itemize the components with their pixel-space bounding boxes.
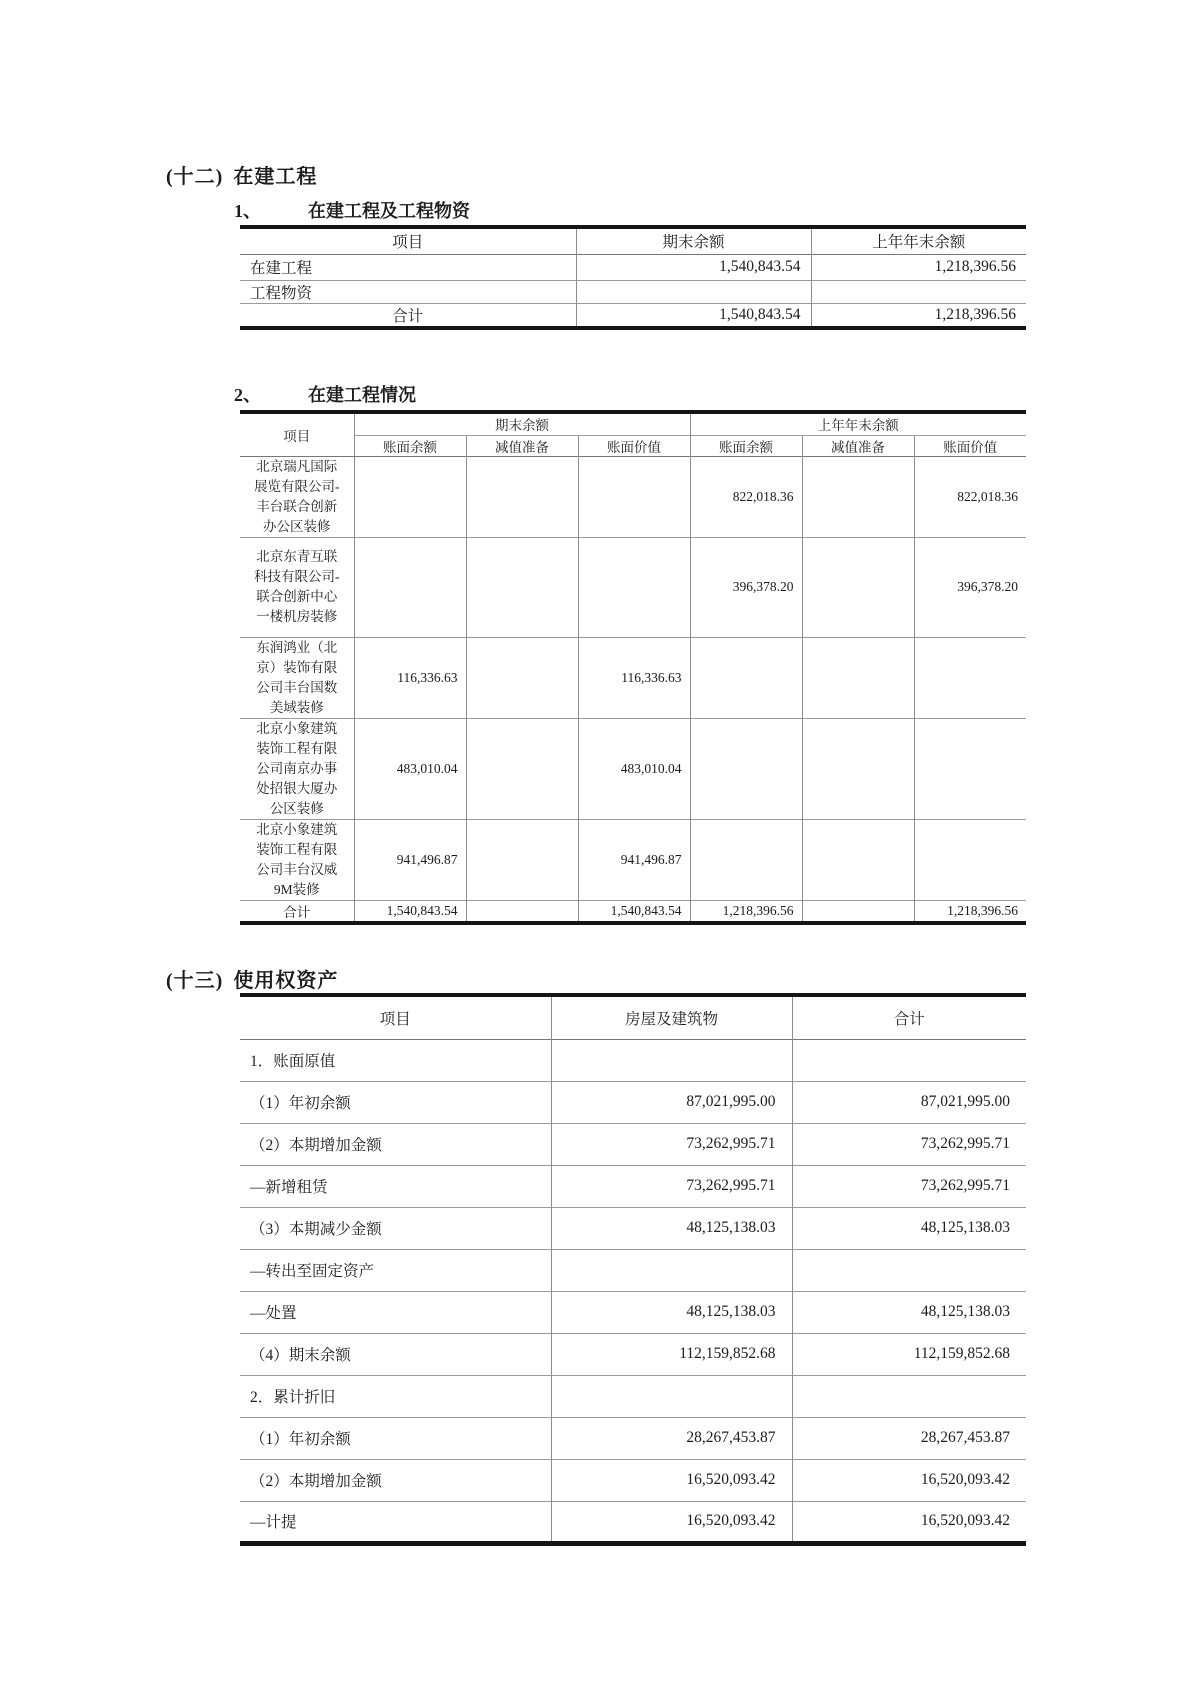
- value-cell: 48,125,138.03: [551, 1207, 792, 1249]
- rou-assets-table: [240, 993, 1026, 1546]
- total-row: [240, 900, 1026, 923]
- sub-header-book-value: 账面价值: [914, 435, 1026, 456]
- value-cell: 941,496.87: [396, 851, 458, 867]
- value-cell: [466, 537, 578, 637]
- item-cell: 东润鸿业（北京）装饰有限公司丰台国数美域装修: [240, 637, 354, 718]
- value-cell: [690, 637, 802, 718]
- col-header-current: 期末余额: [576, 227, 811, 254]
- value-cell: [551, 1249, 792, 1291]
- total-label-cell: 合计: [240, 900, 354, 923]
- value-cell: 1,218,396.56: [914, 900, 1026, 923]
- col-header-item: 项目: [240, 227, 576, 254]
- value-cell: 1,218,396.56: [934, 258, 1016, 275]
- value-cell: [551, 1375, 792, 1417]
- value-cell: 116,336.63: [397, 669, 458, 685]
- value-cell: 16,520,093.42: [920, 1471, 1010, 1488]
- value-cell: [914, 637, 1026, 718]
- value-cell: 1,540,843.54: [578, 900, 690, 923]
- value-cell: [802, 537, 914, 637]
- table-row: [240, 1207, 1026, 1249]
- table-header-row: [240, 227, 1026, 254]
- value-cell: [466, 900, 578, 923]
- subsection-1-heading: [234, 197, 470, 223]
- value-cell: 483,010.04: [578, 718, 690, 819]
- value-cell: [578, 537, 690, 637]
- item-cell: 1．账面原值: [240, 1039, 551, 1081]
- value-cell: 73,262,995.71: [920, 1177, 1010, 1194]
- value-cell: 48,125,138.03: [920, 1219, 1010, 1236]
- value-cell: [354, 456, 466, 537]
- col-header-prior: 上年年末余额: [872, 234, 966, 252]
- table-row: [240, 1501, 1026, 1543]
- table-row: [240, 819, 1026, 900]
- item-cell: 北京小象建筑装饰工程有限公司丰台汉威9M装修: [240, 819, 354, 900]
- value-cell: 1,218,396.56: [690, 900, 802, 923]
- table-header-row: [240, 995, 1026, 1039]
- item-cell: （3）本期减少金额: [240, 1207, 551, 1249]
- value-cell: [802, 456, 914, 537]
- value-cell: 87,021,995.00: [920, 1093, 1010, 1110]
- value-cell: [466, 456, 578, 537]
- value-cell: [802, 900, 914, 923]
- col-header-total: 合计: [893, 1010, 925, 1028]
- item-cell: （1）年初余额: [240, 1417, 551, 1459]
- value-cell: 112,159,852.68: [913, 1345, 1010, 1362]
- value-cell: [914, 718, 1026, 819]
- value-cell: 1,540,843.54: [576, 254, 811, 280]
- value-cell: 48,125,138.03: [551, 1291, 792, 1333]
- item-cell: —转出至固定资产: [240, 1249, 551, 1291]
- value-cell: 396,378.20: [690, 537, 802, 637]
- table-row: [240, 1375, 1026, 1417]
- value-cell: 1,540,843.54: [386, 902, 458, 918]
- value-cell: 28,267,453.87: [920, 1429, 1010, 1446]
- value-cell: 73,262,995.71: [920, 1135, 1010, 1152]
- value-cell: [354, 537, 466, 637]
- table-row: [240, 718, 1026, 819]
- value-cell: [690, 718, 802, 819]
- table-row: [240, 637, 1026, 718]
- value-cell: [466, 637, 578, 718]
- item-cell: —处置: [240, 1291, 551, 1333]
- value-cell: [802, 819, 914, 900]
- section-13-heading: [166, 964, 338, 993]
- cip-detail-table: [240, 410, 1026, 925]
- table-row: [240, 1291, 1026, 1333]
- value-cell: 941,496.87: [578, 819, 690, 900]
- value-cell: [811, 280, 1026, 303]
- item-cell: 工程物资: [240, 280, 576, 303]
- item-cell: —计提: [240, 1501, 551, 1543]
- item-cell: 在建工程: [240, 254, 576, 280]
- item-cell: 北京瑞凡国际展览有限公司-丰台联合创新办公区装修: [240, 456, 354, 537]
- value-cell: [914, 819, 1026, 900]
- value-cell: 1,540,843.54: [576, 303, 811, 328]
- value-cell: 822,018.36: [690, 456, 802, 537]
- section-13-label: (十三): [166, 970, 224, 992]
- col-header-item: 项目: [240, 412, 354, 456]
- subsection-1-number: 1、: [234, 201, 261, 221]
- item-cell: （2）本期增加金额: [240, 1123, 551, 1165]
- table-row: [240, 537, 1026, 637]
- sub-header-impairment: 减值准备: [802, 435, 914, 456]
- cip-summary-table: [240, 225, 1026, 330]
- total-label-cell: 合计: [240, 303, 576, 328]
- sub-header-book-balance: 账面余额: [383, 439, 437, 455]
- value-cell: 396,378.20: [914, 537, 1026, 637]
- value-cell: [802, 718, 914, 819]
- item-cell: 北京东青互联科技有限公司-联合创新中心一楼机房装修: [240, 537, 354, 637]
- item-cell: （4）期末余额: [240, 1333, 551, 1375]
- table-row: [240, 254, 1026, 280]
- value-cell: [802, 637, 914, 718]
- item-cell: 2．累计折旧: [240, 1375, 551, 1417]
- col-header-buildings: 房屋及建筑物: [551, 995, 792, 1039]
- total-row: [240, 303, 1026, 328]
- value-cell: 28,267,453.87: [551, 1417, 792, 1459]
- table-row: [240, 1333, 1026, 1375]
- subsection-2-number: 2、: [234, 385, 261, 405]
- value-cell: 73,262,995.71: [551, 1165, 792, 1207]
- value-cell: [690, 819, 802, 900]
- item-cell: （1）年初余额: [240, 1081, 551, 1123]
- value-cell: [466, 718, 578, 819]
- item-cell: （2）本期增加金额: [240, 1459, 551, 1501]
- table-row: [240, 1081, 1026, 1123]
- table-row: [240, 1459, 1026, 1501]
- value-cell: 483,010.04: [396, 760, 458, 776]
- col-header-item: 项目: [240, 995, 551, 1039]
- group-header-current: 期末余额: [354, 412, 690, 435]
- value-cell: 822,018.36: [914, 456, 1026, 537]
- sub-header-book-value: 账面价值: [578, 435, 690, 456]
- table-row: [240, 456, 1026, 537]
- group-header-prior: 上年年末余额: [690, 412, 1026, 435]
- section-12-heading: [166, 160, 317, 189]
- item-cell: —新增租赁: [240, 1165, 551, 1207]
- value-cell: 116,336.63: [578, 637, 690, 718]
- value-cell: [792, 1249, 1026, 1291]
- value-cell: 87,021,995.00: [551, 1081, 792, 1123]
- value-cell: 48,125,138.03: [920, 1303, 1010, 1320]
- table-row: [240, 1165, 1026, 1207]
- group-header-row: [240, 412, 1026, 435]
- value-cell: [551, 1039, 792, 1081]
- value-cell: 1,218,396.56: [934, 305, 1016, 323]
- subsection-2-heading: [234, 381, 416, 407]
- section-13-title: 使用权资产: [233, 970, 339, 992]
- sub-header-row: [240, 435, 1026, 456]
- value-cell: [578, 456, 690, 537]
- value-cell: [466, 819, 578, 900]
- sub-header-book-balance: 账面余额: [690, 435, 802, 456]
- value-cell: [792, 1375, 1026, 1417]
- value-cell: 16,520,093.42: [920, 1512, 1010, 1529]
- table-row: [240, 1249, 1026, 1291]
- value-cell: 16,520,093.42: [551, 1459, 792, 1501]
- value-cell: [792, 1039, 1026, 1081]
- item-cell: 北京小象建筑装饰工程有限公司南京办事处招银大厦办公区装修: [240, 718, 354, 819]
- value-cell: 73,262,995.71: [551, 1123, 792, 1165]
- value-cell: 16,520,093.42: [551, 1501, 792, 1543]
- table-row: [240, 280, 1026, 303]
- table-row: [240, 1123, 1026, 1165]
- table-row: [240, 1417, 1026, 1459]
- section-12-label: (十二): [166, 166, 224, 188]
- section-12-title: 在建工程: [233, 166, 318, 188]
- sub-header-impairment: 减值准备: [466, 435, 578, 456]
- subsection-2-title: 在建工程情况: [308, 385, 416, 405]
- table-row: [240, 1039, 1026, 1081]
- value-cell: [576, 280, 811, 303]
- subsection-1-title: 在建工程及工程物资: [308, 201, 470, 221]
- value-cell: 112,159,852.68: [551, 1333, 792, 1375]
